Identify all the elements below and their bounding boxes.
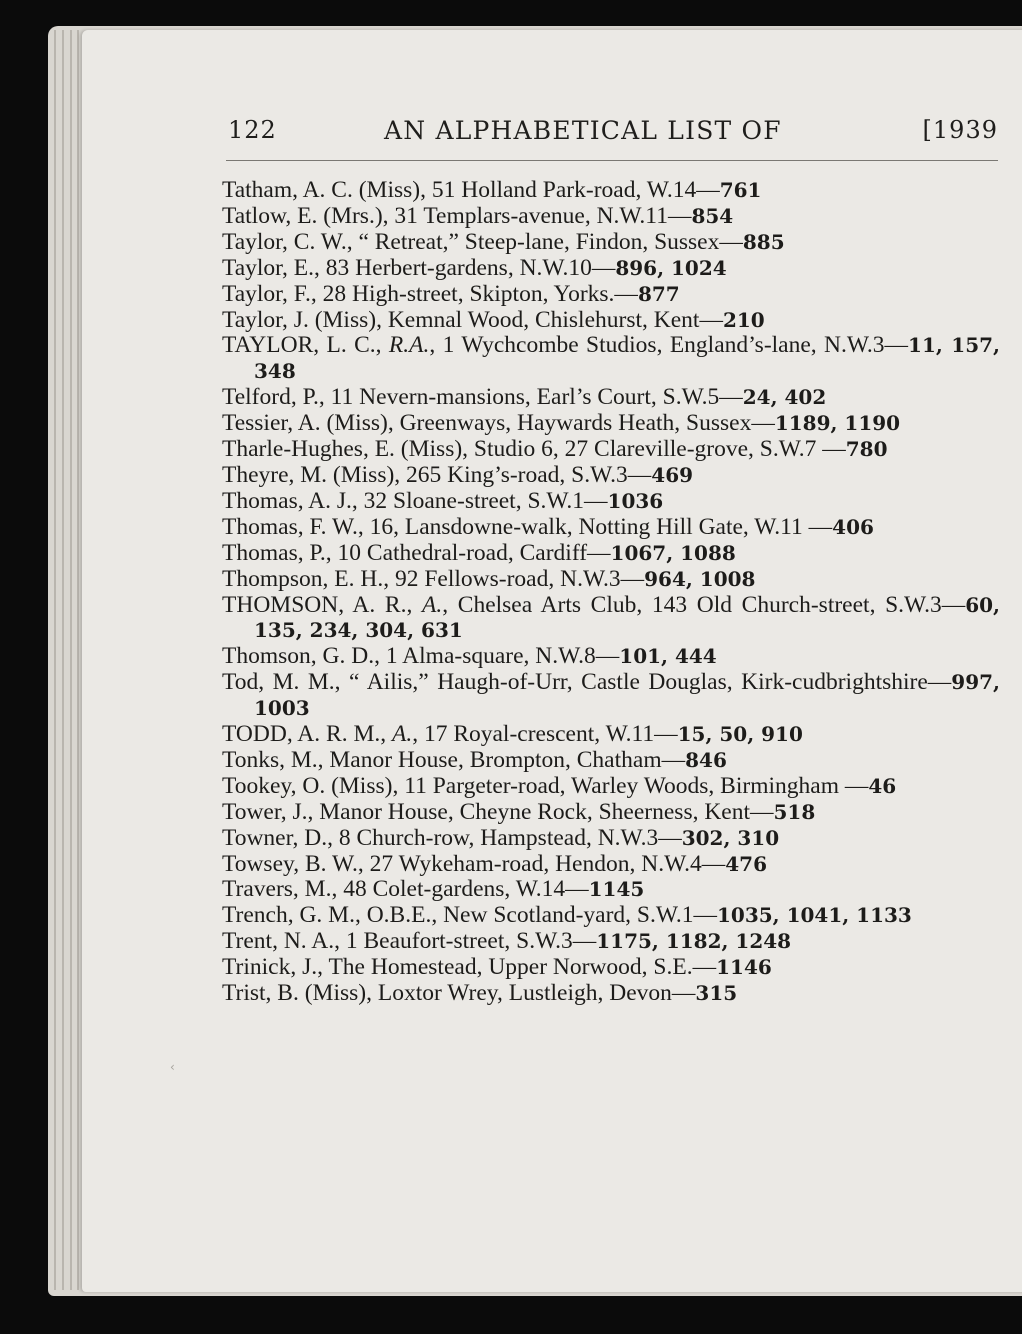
page-edge [54,30,56,1290]
directory-entry [222,385,1000,411]
entry-exhibit-numbers: 780 [845,437,888,462]
entry-text: , 17 Royal-crescent, W.11— [412,721,678,748]
entry-exhibit-numbers: 846 [685,747,727,772]
directory-entry [222,826,1000,852]
entry-text: Thomas, P., 10 Cathedral-road, Cardiff— [222,539,611,566]
page-number: 122 [228,116,277,144]
header-rule [226,160,998,161]
entry-exhibit-numbers: 854 [691,203,734,228]
entry-exhibit-numbers: 1145 [588,877,645,902]
directory-entry [222,774,1000,800]
entry-exhibit-numbers: 1067, 1088 [610,540,736,565]
entry-distinction: A. [422,591,443,618]
directory-entry [222,178,1000,204]
entry-text: Thomson, G. D., 1 Alma-square, N.W.8— [222,643,620,670]
entry-text: Tatlow, E. (Mrs.), 31 Templars-avenue, N.W.11— [222,202,692,229]
entry-exhibit-numbers: 1189, 1190 [774,411,901,436]
entry-exhibit-numbers: 885 [742,229,785,254]
directory-entry [222,748,1000,774]
entry-exhibit-numbers: 315 [695,981,738,1006]
entry-text: Taylor, C. W., “ Retreat,” Steep-lane, Findon, Sussex— [222,228,743,255]
page-edge [62,30,64,1290]
directory-entry [222,282,1000,308]
entry-text: , Chelsea Arts Club, 143 Old Church-street, S.W.3— [442,591,966,618]
entry-name: TAYLOR, L. C., [222,332,389,359]
header-year: [1939 [922,116,998,144]
entry-distinction: A. [391,721,413,748]
entry-exhibit-numbers: 15, 50, 910 [677,722,803,747]
entry-distinction: R.A. [388,332,430,359]
entry-exhibit-numbers: 101, 444 [619,644,717,669]
directory-entry [222,256,1000,282]
entry-text: Theyre, M. (Miss), 265 King’s-road, S.W.3— [222,461,652,488]
directory-entry [222,567,1000,593]
entry-name: THOMSON, A. R., [222,591,423,618]
entry-exhibit-numbers: 60, 135, 234, 304, 631 [254,592,1000,643]
directory-entry [222,670,1000,722]
entry-text: Thomas, F. W., 16, Lansdowne-walk, Notting Hill Gate, W.11 — [222,513,833,540]
entry-exhibit-numbers: 210 [722,307,765,332]
directory-entry [222,929,1000,955]
entry-text: Trent, N. A., 1 Beaufort-street, S.W.3— [222,928,597,955]
directory-entry [222,204,1000,230]
entry-exhibit-numbers: 302, 310 [681,825,780,850]
entry-text: Trench, G. M., O.B.E., New Scotland-yard, S.W.1— [222,902,717,929]
directory-entry [222,981,1000,1007]
directory-entry [222,489,1000,515]
directory-entry-list [222,178,1000,1007]
directory-entry [222,515,1000,541]
entry-name: TODD, A. R. M., [222,721,392,748]
entry-exhibit-numbers: 24, 402 [742,385,827,410]
entry-text: Tharle-Hughes, E. (Miss), Studio 6, 27 Clareville-grove, S.W.7 — [222,436,846,463]
entry-text: Travers, M., 48 Colet-gardens, W.14— [222,876,589,903]
entry-text: Tatham, A. C. (Miss), 51 Holland Park-road, W.14— [222,177,720,203]
entry-text: Towsey, B. W., 27 Wykeham-road, Hendon, N.W.4— [222,850,726,877]
directory-entry [222,230,1000,256]
entry-exhibit-numbers: 1036 [607,488,664,513]
entry-exhibit-numbers: 761 [719,178,762,202]
entry-exhibit-numbers: 518 [773,799,816,824]
entry-text: Taylor, E., 83 Herbert-gardens, N.W.10— [222,254,616,281]
running-title: AN ALPHABETICAL LIST OF [384,116,782,145]
entry-exhibit-numbers: 877 [637,281,680,306]
directory-entry [222,308,1000,334]
directory-entry [222,722,1000,748]
entry-text: Trinick, J., The Homestead, Upper Norwood, S.E.— [222,954,717,981]
entry-exhibit-numbers: 1146 [716,955,772,980]
entry-text: Thompson, E. H., 92 Fellows-road, N.W.3— [222,565,645,592]
entry-exhibit-numbers: 997, 1003 [254,670,1000,721]
directory-entry [222,877,1000,903]
entry-text: , 1 Wychcombe Studios, England’s-lane, N.W.3— [429,332,909,359]
entry-exhibit-numbers: 406 [832,514,874,539]
entry-text: Tod, M. M., “ Ailis,” Haugh-of-Urr, Castle Douglas, Kirk-cudbrightshire— [222,669,952,696]
page-edge [70,30,72,1290]
directory-entry [222,903,1000,929]
directory-entry [222,955,1000,981]
directory-entry [222,593,1000,645]
entry-text: Tonks, M., Manor House, Brompton, Chatham— [222,746,686,773]
entry-exhibit-numbers: 476 [725,851,767,876]
entry-exhibit-numbers: 1035, 1041, 1133 [717,903,912,928]
page-edge [77,30,79,1290]
entry-text: Tookey, O. (Miss), 11 Pargeter-road, Warley Woods, Birmingham — [222,772,869,799]
running-header [228,112,998,152]
directory-entry [222,437,1000,463]
directory-entry [222,463,1000,489]
entry-exhibit-numbers: 1175, 1182, 1248 [596,929,792,954]
directory-entry [222,333,1000,385]
entry-text: Taylor, J. (Miss), Kemnal Wood, Chislehurst, Kent— [222,306,723,333]
directory-entry [222,411,1000,437]
entry-exhibit-numbers: 46 [868,773,897,798]
directory-entry [222,644,1000,670]
entry-text: Taylor, F., 28 High-street, Skipton, Yorks.— [222,280,638,307]
directory-entry [222,541,1000,567]
directory-entry [222,852,1000,878]
entry-exhibit-numbers: 11, 157, 348 [254,333,1000,384]
entry-exhibit-numbers: 964, 1008 [644,566,756,591]
entry-text: Telford, P., 11 Nevern-mansions, Earl’s Court, S.W.5— [222,384,743,411]
margin-mark: ‹ [170,1060,175,1074]
entry-text: Trist, B. (Miss), Loxtor Wrey, Lustleigh, Devon— [222,980,696,1007]
entry-text: Tessier, A. (Miss), Greenways, Haywards Heath, Sussex— [222,410,775,437]
entry-text: Thomas, A. J., 32 Sloane-street, S.W.1— [222,487,608,514]
entry-text: Tower, J., Manor House, Cheyne Rock, Sheerness, Kent— [222,798,774,825]
entry-text: Towner, D., 8 Church-row, Hampstead, N.W.3— [222,824,682,851]
entry-exhibit-numbers: 896, 1024 [615,255,727,280]
directory-entry [222,800,1000,826]
entry-exhibit-numbers: 469 [651,462,694,487]
